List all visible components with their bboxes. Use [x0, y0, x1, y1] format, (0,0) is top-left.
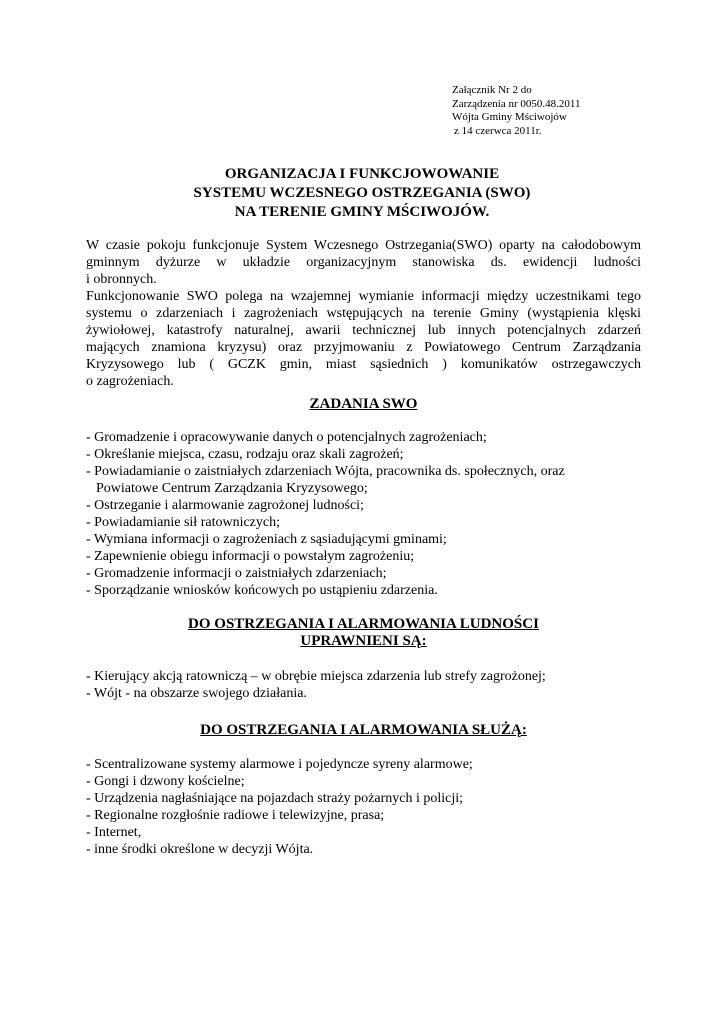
- text-line: Kryzysowego lub ( GCZK gmin, miast sąsiednich ) komunikatów ostrzegawczych: [86, 357, 641, 372]
- text-line: żywiołowej, katastrofy naturalnej, awarii technicznej lub innych potencjalnych zdarzeń: [86, 323, 641, 338]
- title-line: SYSTEMU WCZESNEGO OSTRZEGANIA (SWO): [193, 185, 531, 201]
- list-item: - Ostrzeganie i alarmowanie zagrożonej ludności;: [86, 498, 364, 513]
- list-item: - Urządzenia nagłaśniające na pojazdach straży pożarnych i policji;: [86, 791, 464, 806]
- list-item: - Sporządzanie wniosków końcowych po ustąpieniu zdarzenia.: [86, 583, 438, 598]
- list-item: Powiatowe Centrum Zarządzania Kryzysowego;: [96, 481, 368, 496]
- intro-paragraph-1: [86, 237, 641, 288]
- text-line: o zagrożeniach.: [86, 374, 174, 389]
- text-line: gminnym dyżurze w układzie organizacyjnym stanowiska ds. ewidencji ludności: [86, 255, 641, 270]
- list-item: - Gongi i dzwony kościelne;: [86, 774, 245, 789]
- section-heading-uprawnieni: [86, 616, 641, 650]
- section-heading-zadania: ZADANIA SWO: [309, 396, 418, 412]
- list-item: - Kierujący akcją ratowniczą – w obrębie miejsca zdarzenia lub strefy zagrożonej;: [86, 669, 546, 684]
- document-title: [0, 165, 724, 222]
- list-item: - Wymiana informacji o zagrożeniach z sąsiadującymi gminami;: [86, 532, 447, 547]
- section-heading-sluza: DO OSTRZEGANIA I ALARMOWANIA SŁUŻĄ:: [200, 722, 527, 738]
- text-line: mających znamiona kryzysu) oraz przyjmowaniu z Powiatowego Centrum Zarządzania: [86, 340, 641, 355]
- zadania-list: [86, 429, 646, 599]
- annex-line: Załącznik Nr 2 do: [452, 84, 532, 96]
- list-item: - Powiadamianie o zaistniałych zdarzeniach Wójta, pracownika ds. społecznych, oraz: [86, 464, 565, 479]
- text-line: systemu o zdarzeniach i zagrożeniach wstępujących na terenie Gminy (wystąpienia klęski: [86, 306, 641, 321]
- list-item: - Gromadzenie i opracowywanie danych o potencjalnych zagrożeniach;: [86, 430, 487, 445]
- text-line: Funkcjonowanie SWO polega na wzajemnej wymianie informacji między uczestnikami tego: [86, 289, 641, 304]
- heading-line: DO OSTRZEGANIA I ALARMOWANIA LUDNOŚCI: [188, 616, 539, 632]
- list-item: - Scentralizowane systemy alarmowe i pojedyncze syreny alarmowe;: [86, 757, 473, 772]
- intro-text: [86, 237, 641, 390]
- list-item: - Powiadamianie sił ratowniczych;: [86, 515, 280, 530]
- list-item: - Gromadzenie informacji o zaistniałych zdarzeniach;: [86, 566, 387, 581]
- text-line: i obronnych.: [86, 272, 157, 287]
- list-item: - Regionalne rozgłośnie radiowe i telewizyjne, prasa;: [86, 808, 385, 823]
- list-item: - Zapewnienie obiegu informacji o powstałym zagrożeniu;: [86, 549, 415, 564]
- intro-paragraph-2: [86, 288, 641, 390]
- annex-line: Zarządzenia nr 0050.48.2011: [452, 97, 581, 110]
- list-item: - inne środki określone w decyzji Wójta.: [86, 842, 314, 857]
- text-line: W czasie pokoju funkcjonuje System Wczesnego Ostrzegania(SWO) oparty na całodobowym: [86, 238, 641, 253]
- annex-note: [452, 84, 581, 138]
- heading-line: UPRAWNIENI SĄ:: [300, 633, 427, 649]
- list-item: - Określanie miejsca, czasu, rodzaju oraz skali zagrożeń;: [86, 447, 404, 462]
- uprawnieni-list: [86, 668, 646, 702]
- srodki-list: [86, 756, 646, 858]
- title-line: NA TERENIE GMINY MŚCIWOJÓW.: [234, 204, 490, 220]
- list-item: - Wójt - na obszarze swojego działania.: [86, 686, 307, 701]
- list-item: - Internet,: [86, 825, 142, 840]
- title-line: ORGANIZACJA I FUNKCJOWOWANIE: [224, 166, 500, 182]
- annex-line: z 14 czerwca 2011r.: [454, 124, 542, 137]
- annex-line: Wójta Gminy Mściwojów: [452, 111, 567, 124]
